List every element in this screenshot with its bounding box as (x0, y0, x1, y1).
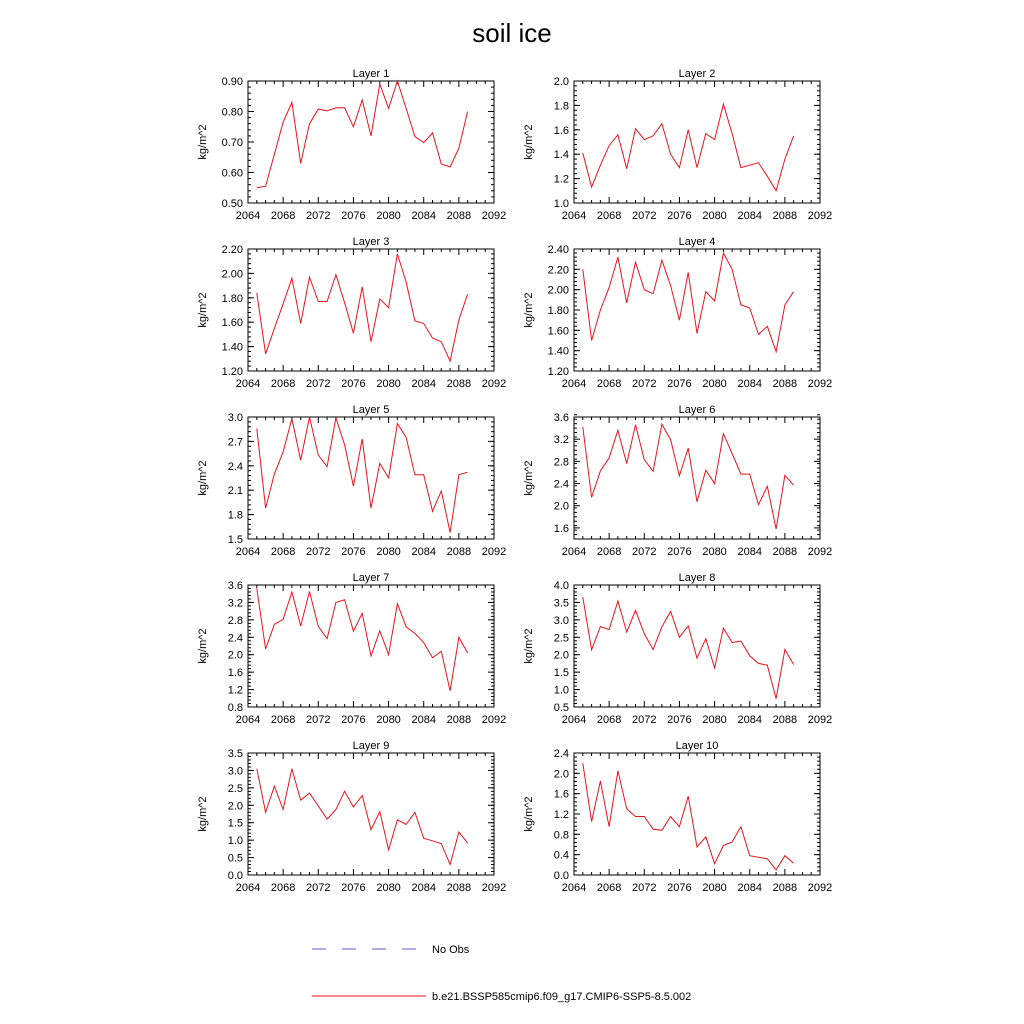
x-tick-label: 2092 (481, 546, 507, 558)
y-axis-label: kg/m^2 (197, 292, 209, 328)
x-tick-label: 2080 (376, 714, 401, 726)
x-tick-label: 2076 (341, 882, 366, 894)
x-tick-label: 2064 (561, 882, 587, 894)
x-tick-label: 2092 (807, 210, 833, 222)
y-tick-label: 1.8 (227, 509, 243, 522)
x-tick-label: 2068 (596, 378, 622, 390)
x-tick-label: 2084 (737, 210, 762, 222)
x-tick-label: 2084 (411, 882, 436, 894)
x-tick-label: 2076 (341, 546, 366, 558)
x-tick-label: 2080 (702, 714, 727, 726)
y-tick-label: 1.2 (227, 684, 243, 697)
x-tick-label: 2080 (702, 882, 727, 894)
y-tick-label: 3.2 (227, 597, 243, 610)
y-tick-label: 2.8 (553, 456, 569, 469)
x-tick-label: 2072 (306, 378, 331, 390)
series-line (257, 769, 468, 865)
y-tick-label: 1.5 (227, 817, 243, 830)
y-tick-label: 2.7 (227, 436, 243, 449)
y-tick-label: 2.1 (227, 485, 243, 498)
y-tick-label: 1.20 (547, 366, 569, 378)
y-tick-label: 3.5 (227, 748, 243, 760)
x-tick-label: 2088 (446, 714, 472, 726)
panel-layer-7 (197, 572, 506, 726)
x-tick-label: 2064 (235, 210, 261, 222)
series-line (257, 254, 468, 361)
panel-layer-5 (197, 404, 506, 558)
legend-obs-label: No Obs (432, 944, 470, 956)
panel-title: Layer 9 (352, 740, 390, 752)
x-tick-label: 2084 (737, 714, 762, 726)
y-tick-label: 1.6 (227, 667, 243, 680)
panel-layer-2 (523, 68, 832, 222)
y-tick-label: 0.50 (221, 198, 243, 210)
x-tick-label: 2088 (772, 882, 798, 894)
x-tick-label: 2092 (807, 882, 833, 894)
y-tick-label: 1.4 (553, 149, 569, 162)
plot-frame (574, 417, 820, 539)
x-tick-label: 2088 (772, 210, 798, 222)
y-tick-label: 1.0 (553, 198, 569, 210)
y-tick-label: 1.60 (547, 325, 569, 338)
y-axis-label: kg/m^2 (523, 124, 535, 160)
x-tick-label: 2076 (667, 210, 692, 222)
plot-frame (574, 249, 820, 371)
x-tick-label: 2084 (737, 546, 762, 558)
x-tick-label: 2072 (632, 378, 657, 390)
y-tick-label: 1.6 (553, 788, 569, 801)
y-tick-label: 2.20 (221, 244, 243, 256)
y-tick-label: 1.2 (553, 809, 569, 821)
panel-layer-3 (197, 236, 506, 390)
x-tick-label: 2092 (481, 378, 507, 390)
x-tick-label: 2068 (270, 882, 296, 894)
y-tick-label: 2.40 (547, 244, 569, 256)
x-tick-label: 2088 (446, 210, 472, 222)
y-tick-label: 2.0 (227, 649, 243, 662)
x-tick-label: 2080 (702, 378, 727, 390)
legend (312, 944, 691, 1003)
x-tick-label: 2068 (270, 714, 296, 726)
panel-layer-6 (523, 404, 832, 558)
panel-layer-8 (523, 572, 832, 726)
y-tick-label: 2.0 (553, 76, 569, 88)
y-tick-label: 2.00 (547, 284, 569, 297)
x-tick-label: 2064 (235, 378, 261, 390)
y-tick-label: 0.0 (553, 870, 569, 882)
y-tick-label: 1.6 (553, 124, 569, 137)
panel-title: Layer 8 (678, 572, 716, 584)
x-tick-label: 2080 (376, 882, 401, 894)
y-tick-label: 2.0 (227, 800, 243, 813)
y-tick-label: 2.5 (227, 782, 243, 795)
y-tick-label: 1.0 (553, 684, 569, 697)
y-tick-label: 2.20 (547, 264, 569, 277)
x-tick-label: 2092 (807, 378, 833, 390)
x-tick-label: 2076 (667, 882, 692, 894)
x-tick-label: 2092 (481, 714, 507, 726)
x-tick-label: 2084 (411, 210, 436, 222)
x-tick-label: 2064 (235, 714, 261, 726)
x-tick-label: 2084 (737, 882, 762, 894)
y-tick-label: 2.4 (227, 460, 243, 473)
x-tick-label: 2084 (411, 378, 436, 390)
y-tick-label: 0.70 (221, 137, 243, 149)
x-tick-label: 2072 (306, 882, 331, 894)
x-tick-label: 2072 (632, 882, 657, 894)
x-tick-label: 2068 (270, 378, 296, 390)
x-tick-label: 2088 (772, 546, 798, 558)
x-tick-label: 2072 (306, 210, 331, 222)
x-tick-label: 2072 (632, 546, 657, 558)
y-tick-label: 1.2 (553, 173, 569, 186)
x-tick-label: 2088 (446, 882, 472, 894)
plot-frame (248, 417, 494, 539)
y-tick-label: 0.4 (553, 849, 569, 862)
panel-title: Layer 1 (352, 68, 390, 80)
series-line (583, 104, 794, 191)
y-tick-label: 0.5 (227, 852, 243, 865)
y-tick-label: 0.8 (227, 702, 243, 714)
panel-layer-4 (523, 236, 832, 390)
x-tick-label: 2064 (561, 546, 587, 558)
x-tick-label: 2092 (481, 882, 507, 894)
series-line (257, 81, 468, 188)
y-tick-label: 2.4 (553, 478, 569, 491)
y-tick-label: 1.40 (221, 341, 243, 354)
x-tick-label: 2068 (596, 210, 622, 222)
x-tick-label: 2064 (561, 210, 587, 222)
panel-layer-10 (523, 740, 832, 894)
panel-layer-1 (197, 68, 506, 222)
y-axis-label: kg/m^2 (197, 796, 209, 832)
y-axis-label: kg/m^2 (523, 628, 535, 664)
plot-frame (574, 585, 820, 707)
x-tick-label: 2076 (667, 378, 692, 390)
y-tick-label: 0.5 (553, 702, 569, 714)
x-tick-label: 2088 (772, 378, 798, 390)
panel-title: Layer 4 (678, 236, 716, 248)
y-axis-label: kg/m^2 (523, 292, 535, 328)
y-tick-label: 0.80 (221, 106, 243, 119)
y-tick-label: 1.60 (221, 317, 243, 330)
panel-layer-9 (197, 740, 506, 894)
x-tick-label: 2076 (341, 210, 366, 222)
y-tick-label: 2.0 (553, 768, 569, 781)
x-tick-label: 2092 (807, 546, 833, 558)
y-tick-label: 3.0 (227, 412, 243, 424)
x-tick-label: 2080 (376, 546, 401, 558)
y-tick-label: 2.4 (553, 748, 569, 760)
y-tick-label: 2.00 (221, 268, 243, 281)
y-tick-label: 1.80 (547, 305, 569, 317)
y-axis-label: kg/m^2 (197, 460, 209, 496)
x-tick-label: 2072 (632, 210, 657, 222)
x-tick-label: 2064 (561, 378, 587, 390)
panel-title: Layer 10 (675, 740, 719, 752)
x-tick-label: 2088 (446, 378, 472, 390)
x-tick-label: 2080 (702, 546, 727, 558)
x-tick-label: 2088 (446, 546, 472, 558)
x-tick-label: 2076 (341, 714, 366, 726)
x-tick-label: 2080 (702, 210, 727, 222)
y-tick-label: 0.8 (553, 829, 569, 842)
y-axis-label: kg/m^2 (523, 796, 535, 832)
y-tick-label: 0.60 (221, 167, 243, 180)
figure-title: soil ice (472, 18, 552, 48)
x-tick-label: 2092 (807, 714, 833, 726)
y-axis-label: kg/m^2 (523, 460, 535, 496)
y-tick-label: 3.2 (553, 434, 569, 447)
series-line (257, 589, 468, 691)
x-tick-label: 2064 (235, 882, 261, 894)
panel-grid (197, 68, 832, 894)
panel-title: Layer 3 (352, 236, 390, 248)
y-tick-label: 3.5 (553, 597, 569, 610)
y-tick-label: 2.0 (553, 500, 569, 513)
y-tick-label: 4.0 (553, 580, 569, 592)
x-tick-label: 2080 (376, 378, 401, 390)
y-tick-label: 0.0 (227, 870, 243, 882)
y-tick-label: 1.40 (547, 345, 569, 358)
series-line (583, 424, 794, 529)
y-tick-label: 2.8 (227, 614, 243, 627)
y-tick-label: 1.5 (553, 667, 569, 680)
y-axis-label: kg/m^2 (197, 628, 209, 664)
y-axis-label: kg/m^2 (197, 124, 209, 160)
panel-title: Layer 5 (352, 404, 390, 416)
x-tick-label: 2072 (306, 714, 331, 726)
x-tick-label: 2076 (341, 378, 366, 390)
y-tick-label: 2.5 (553, 632, 569, 645)
y-tick-label: 2.0 (553, 649, 569, 662)
x-tick-label: 2068 (270, 546, 296, 558)
y-tick-label: 1.20 (221, 366, 243, 378)
y-tick-label: 3.0 (227, 765, 243, 778)
x-tick-label: 2076 (667, 714, 692, 726)
panel-title: Layer 6 (678, 404, 716, 416)
x-tick-label: 2068 (596, 546, 622, 558)
x-tick-label: 2088 (772, 714, 798, 726)
y-tick-label: 2.4 (227, 632, 243, 645)
y-tick-label: 1.80 (221, 292, 243, 305)
series-line (583, 253, 794, 352)
legend-model-label: b.e21.BSSP585cmip6.f09_g17.CMIP6-SSP5-8.5.002 (432, 991, 692, 1003)
series-line (583, 763, 794, 870)
y-tick-label: 1.8 (553, 100, 569, 113)
x-tick-label: 2068 (596, 714, 622, 726)
panel-title: Layer 2 (678, 68, 716, 80)
plot-frame (248, 753, 494, 875)
x-tick-label: 2064 (235, 546, 261, 558)
x-tick-label: 2072 (306, 546, 331, 558)
y-tick-label: 1.0 (227, 835, 243, 848)
panel-title: Layer 7 (352, 572, 390, 584)
y-tick-label: 1.5 (227, 534, 243, 546)
y-tick-label: 3.0 (553, 614, 569, 627)
y-tick-label: 0.90 (221, 76, 243, 88)
x-tick-label: 2084 (411, 714, 436, 726)
x-tick-label: 2080 (376, 210, 401, 222)
x-tick-label: 2092 (481, 210, 507, 222)
x-tick-label: 2064 (561, 714, 587, 726)
y-tick-label: 3.6 (553, 412, 569, 424)
plot-frame (248, 81, 494, 203)
x-tick-label: 2076 (667, 546, 692, 558)
x-tick-label: 2068 (596, 882, 622, 894)
x-tick-label: 2068 (270, 210, 296, 222)
y-tick-label: 3.6 (227, 580, 243, 592)
x-tick-label: 2072 (632, 714, 657, 726)
plot-frame (574, 81, 820, 203)
y-tick-label: 1.6 (553, 522, 569, 535)
x-tick-label: 2084 (737, 378, 762, 390)
x-tick-label: 2084 (411, 546, 436, 558)
series-line (257, 417, 468, 533)
plot-frame (248, 249, 494, 371)
series-line (583, 597, 794, 698)
